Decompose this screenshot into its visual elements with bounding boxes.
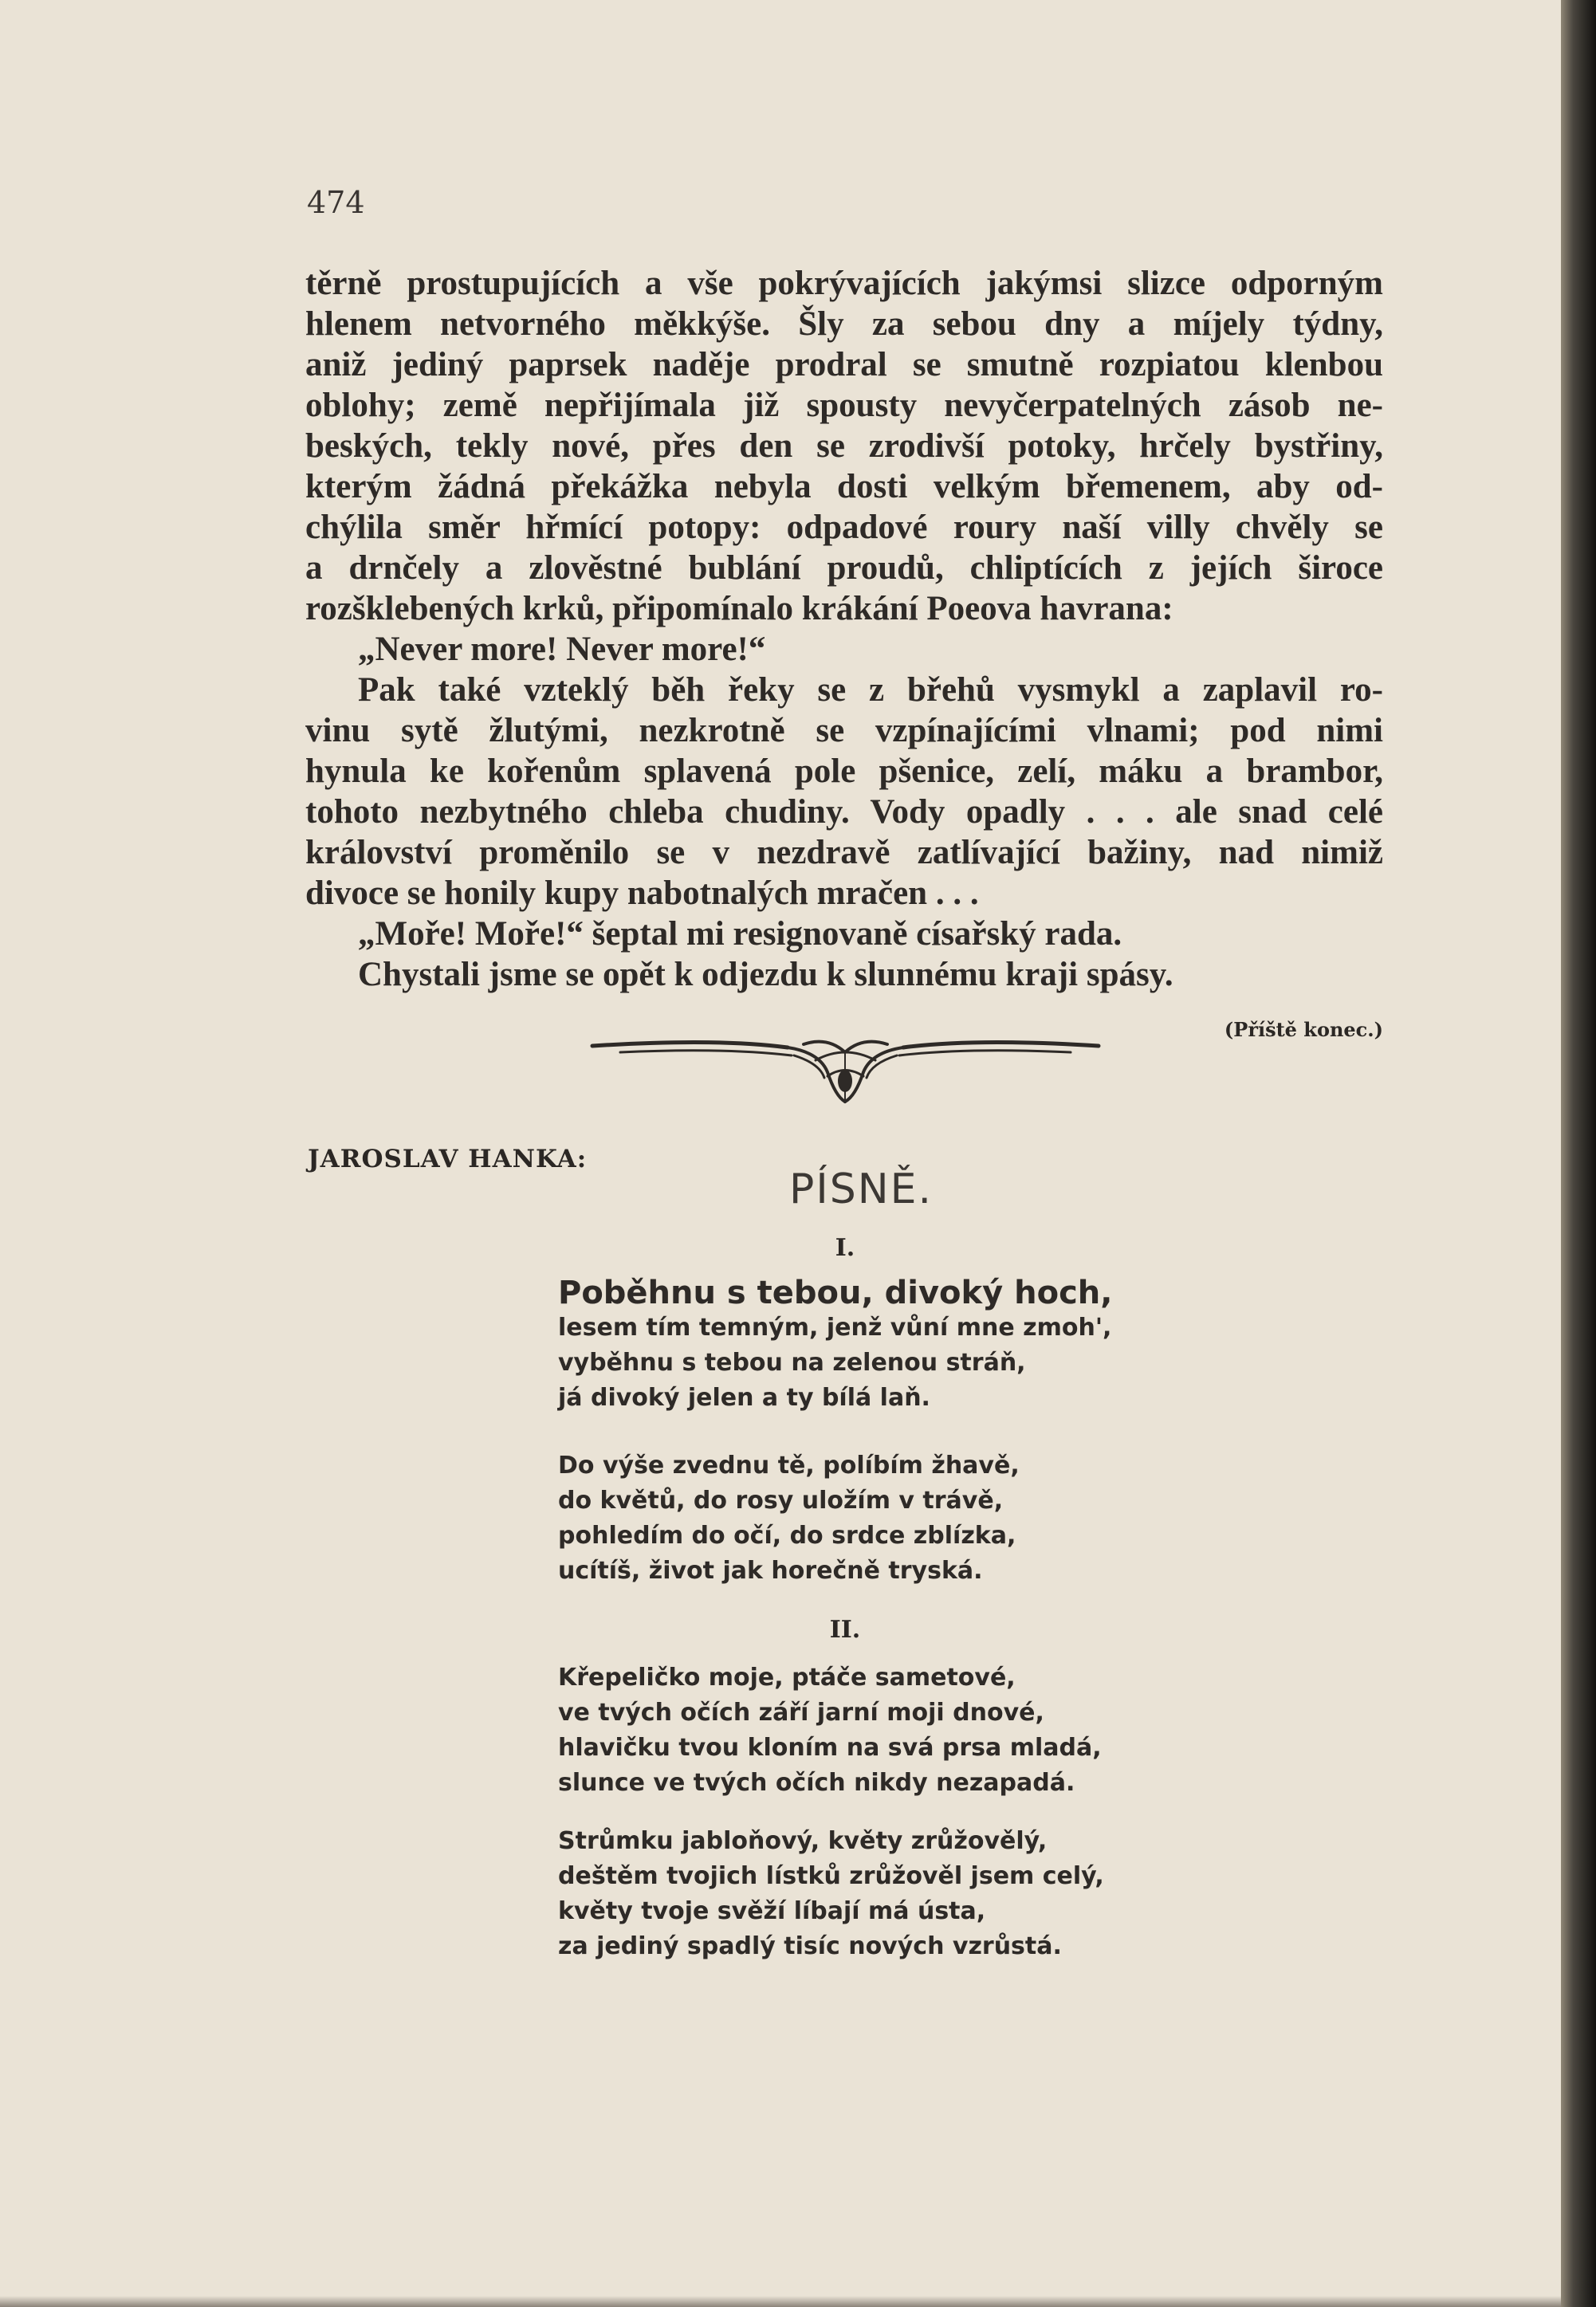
prose-line: hynula ke kořenům splavená pole pšenice, zelí, máku a brambor,: [305, 753, 1383, 790]
verse-line: Poběhnu s tebou, divoký hoch,: [558, 1275, 1113, 1311]
ornament-divider: [588, 1028, 1103, 1116]
verse-line: Křepeličko moje, ptáče sametové,: [558, 1664, 1016, 1692]
page-number: 474: [307, 185, 365, 220]
verse-line: lesem tím temným, jenž vůní mne zmoh',: [558, 1314, 1112, 1342]
verse-line: květy tvoje svěží líbají má ústa,: [558, 1897, 986, 1925]
prose-line: království proměnilo se v nezdravě zatlívající bažiny, nad nimiž: [305, 834, 1383, 871]
verse-line: do květů, do rosy uložím v trávě,: [558, 1487, 1004, 1515]
verse-line: deštěm tvojich lístků zrůžověl jsem celý,: [558, 1862, 1104, 1890]
verse-line: Do výše zvednu tě, políbím žhavě,: [558, 1452, 1020, 1480]
verse-line: vyběhnu s tebou na zelenou stráň,: [558, 1349, 1026, 1377]
prose-line: oblohy; země nepřijímala již spousty nevyčerpatelných zásob ne-: [305, 387, 1383, 424]
prose-line: Chystali jsme se opět k odjezdu k slunnému kraji spásy.: [358, 956, 1173, 993]
prose-continuation: [305, 263, 1383, 995]
verse-line: slunce ve tvých očích nikdy nezapadá.: [558, 1769, 1075, 1797]
prose-line: beských, tekly nové, přes den se zrodivší potoky, hrčely bystřiny,: [305, 427, 1383, 465]
section-numeral: II.: [829, 1616, 861, 1644]
prose-line: chýlila směr hřmící potopy: odpadové roury naší villy chvěly se: [305, 509, 1383, 546]
continuation-note: (Příště konec.): [1224, 1018, 1383, 1041]
verse-line: já divoký jelen a ty bílá laň.: [558, 1384, 930, 1412]
prose-line: vinu sytě žlutými, nezkrotně se vzpínajícími vlnami; pod nimi: [305, 712, 1383, 749]
prose-line: kterým žádná překážka nebyla dosti velkým břemenem, aby od-: [305, 468, 1383, 505]
prose-line: divoce se honily kupy nabotnalých mračen . . .: [305, 874, 979, 912]
stanza: [558, 1275, 1212, 1416]
verse-line: ucítíš, život jak horečně tryská.: [558, 1557, 983, 1585]
prose-line-quote: „Never more! Never more!“: [358, 631, 766, 668]
prose-line: těrně prostupujících a vše pokrývajících jakýmsi slizce odporným: [305, 265, 1383, 302]
prose-line: tohoto nezbytného chleba chudiny. Vody opadly . . . ale snad celé: [305, 793, 1383, 831]
book-spine: [1561, 0, 1596, 2307]
prose-line: Pak také vzteklý běh řeky se z břehů vysmykl a zaplavil ro-: [358, 671, 1383, 709]
page-edge-shadow: [0, 2296, 1561, 2307]
section-numeral: I.: [835, 1234, 855, 1262]
verse-line: za jediný spadlý tisíc nových vzrůstá.: [558, 1932, 1062, 1960]
verse-line: ve tvých očích září jarní moji dnové,: [558, 1699, 1044, 1727]
stanza: [558, 1448, 1212, 1589]
verse-line: pohledím do očí, do srdce zblízka,: [558, 1522, 1016, 1550]
prose-line: rozšklebených krků, připomínalo krákání Poeova havrana:: [305, 590, 1173, 627]
poem-title: PÍSNĚ.: [789, 1165, 933, 1213]
verse-line: hlavičku tvou kloním na svá prsa mladá,: [558, 1734, 1102, 1762]
prose-line: aniž jediný paprsek naděje prodral se smutně rozpiatou klenbou: [305, 346, 1383, 383]
poem-author: JAROSLAV HANKA:: [308, 1145, 588, 1173]
stanza: [558, 1660, 1212, 1801]
verse-line: Strůmku jabloňový, květy zrůžovělý,: [558, 1827, 1048, 1855]
prose-line: hlenem netvorného měkkýše. Šly za sebou dny a míjely týdny,: [305, 305, 1383, 343]
stanza: [558, 1824, 1212, 1964]
prose-line: a drnčely a zlověstné bublání proudů, chliptících z jejích široce: [305, 549, 1383, 587]
prose-line-quote: „Moře! Moře!“ šeptal mi resignovaně císařský rada.: [358, 915, 1122, 953]
